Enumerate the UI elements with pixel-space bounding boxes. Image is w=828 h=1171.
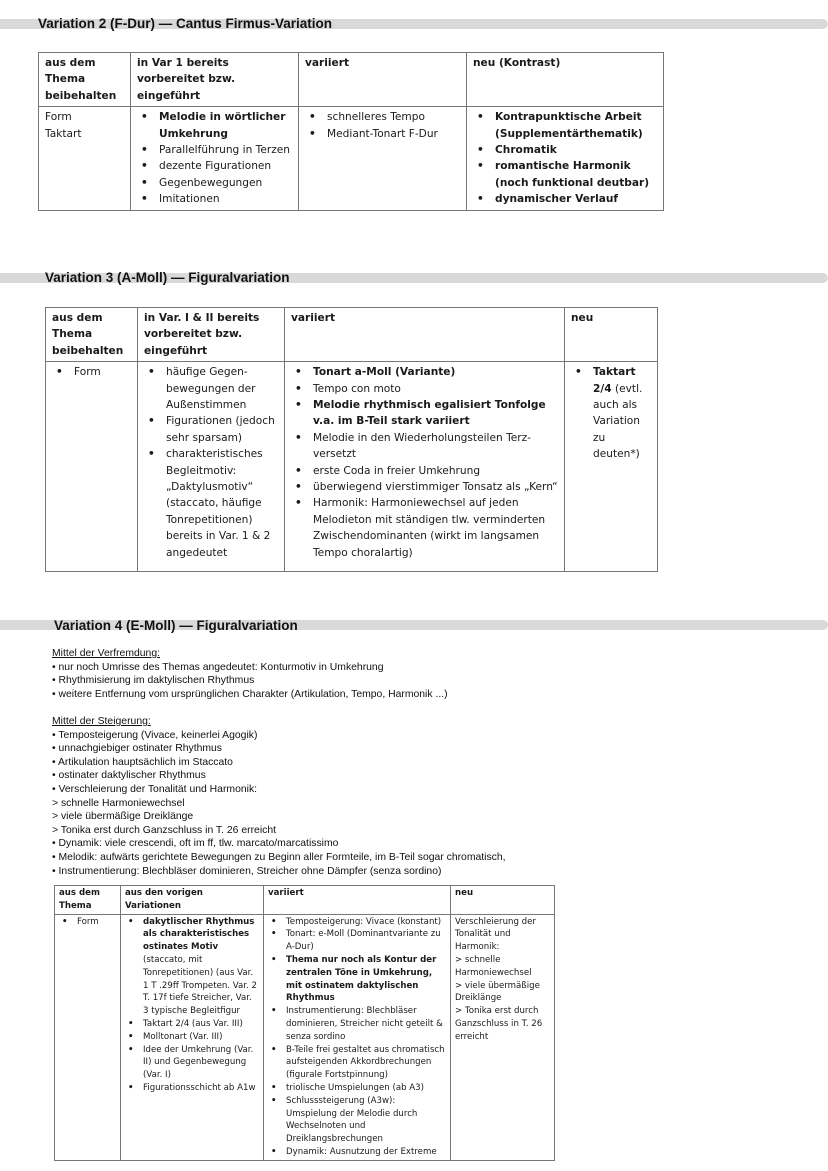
v4-col2-item: • dakytlischer Rhythmus als charakteristisches ostinates Motiv (staccato, mit Tonrepetitionen) (aus Var. 1 T .29ff Trompeten. Var. 2 T. 17f tiefe Streicher, Var. 3 typische Begleitfigur bbox=[125, 916, 259, 1018]
v4-col4-item: > viele übermäßige Dreiklänge bbox=[455, 980, 540, 1004]
v4-col2 bbox=[121, 914, 264, 1160]
v2-col2-item: • Imitationen bbox=[137, 191, 292, 207]
v4-header-2: aus den vorigen Variationen bbox=[121, 886, 264, 915]
v4-steigerung-item: > Tonika erst durch Ganzschluss in T. 26 erreicht bbox=[52, 824, 276, 836]
v3-col1 bbox=[46, 362, 138, 572]
v2-header-4: neu (Kontrast) bbox=[467, 53, 664, 107]
v4-steigerung-item: • Temposteigerung (Vivace, keinerlei Agogik) bbox=[52, 729, 258, 741]
v2-header-1: aus dem Thema beibehalten bbox=[39, 53, 131, 107]
v4-col4-item: > schnelle Harmoniewechsel bbox=[455, 954, 532, 978]
v4-col4-item: > Tonika erst durch Ganzschluss in T. 26 erreicht bbox=[455, 1006, 543, 1042]
v2-header-row bbox=[39, 53, 664, 107]
v4-col3 bbox=[264, 914, 451, 1160]
v4-steigerung-item: > schnelle Harmoniewechsel bbox=[52, 797, 185, 809]
v2-header-2: in Var 1 bereits vorbereitet bzw. eingeführt bbox=[131, 53, 299, 107]
v4-col3-item: • Dynamik: Ausnutzung der Extreme bbox=[268, 1146, 446, 1159]
v3-col3-item: • Melodie rhythmisch egalisiert Tonfolge v.a. im B-Teil stark variiert bbox=[291, 397, 558, 430]
v4-title: Variation 4 (E-Moll) — Figuralvariation bbox=[54, 618, 298, 633]
v3-col2-item: • charakteristisches Begleitmotiv: „Daktylusmotiv“ (staccato, häufige Tonrepetitionen) bereits in Var. 1 & 2 angedeutet bbox=[144, 446, 278, 561]
v4-col3-item: • Tonart: e-Moll (Dominantvariante zu A-Dur) bbox=[268, 928, 446, 954]
v2-col2-item: • Gegenbewegungen bbox=[137, 175, 292, 191]
v4-col2-item: • Figurationsschicht ab A1w bbox=[125, 1082, 259, 1095]
v2-col1-item: Taktart bbox=[45, 127, 82, 140]
v3-col2-item: • Figurationen (jedoch sehr sparsam) bbox=[144, 413, 278, 446]
v4-col2-item: • Molltonart (Var. III) bbox=[125, 1031, 259, 1044]
v4-verfremdung-item: • weitere Entfernung vom ursprünglichen Charakter (Artikulation, Tempo, Harmonik ...) bbox=[52, 688, 448, 700]
v4-header-3: variiert bbox=[264, 886, 451, 915]
v2-col3 bbox=[299, 107, 467, 210]
v2-col1 bbox=[39, 107, 131, 210]
v3-title: Variation 3 (A-Moll) — Figuralvariation bbox=[45, 270, 290, 285]
v3-col3 bbox=[285, 362, 565, 572]
v4-col1-item: • Form bbox=[59, 916, 116, 929]
v3-body-row bbox=[46, 362, 658, 572]
v3-col2 bbox=[138, 362, 285, 572]
v4-col4-item: Verschleierung der Tonalität und Harmonik: bbox=[455, 916, 536, 953]
v4-steigerung-item: • Verschleierung der Tonalität und Harmonik: bbox=[52, 783, 258, 795]
v3-col3-item: • Harmonik: Harmoniewechsel auf jeden Melodieton mit ständigen tlw. verminderten Zwischendominanten (wirkt im langsamen Tempo choralartig) bbox=[291, 495, 558, 561]
v2-col2-item: • dezente Figurationen bbox=[137, 158, 292, 174]
v4-col3-item: • triolische Umspielungen (ab A3) bbox=[268, 1082, 446, 1095]
v4-col3-item: • Schlusssteigerung (A3w): Umspielung der Melodie durch Wechselnoten und Dreiklangsbrechungen bbox=[268, 1095, 446, 1146]
v4-header-4: neu bbox=[451, 886, 555, 915]
v2-col4 bbox=[467, 107, 664, 210]
v3-table bbox=[45, 307, 658, 572]
v4-verfremdung-block bbox=[52, 647, 448, 701]
v4-col3-item: • Instrumentierung: Blechbläser dominieren, Streicher nicht geteilt & senza sordino bbox=[268, 1005, 446, 1043]
v4-steigerung-item: • Instrumentierung: Blechbläser dominieren, Streicher ohne Dämpfer (senza sordino) bbox=[52, 865, 442, 877]
v4-steigerung-item: • Dynamik: viele crescendi, oft im ff, tlw. marcato/marcatissimo bbox=[52, 838, 339, 850]
v4-steigerung-heading: Mittel der Steigerung: bbox=[52, 716, 151, 727]
v4-col2-item: • Taktart 2/4 (aus Var. III) bbox=[125, 1018, 259, 1031]
v4-steigerung-item: • unnachgiebiger ostinater Rhythmus bbox=[52, 743, 222, 755]
v4-steigerung-block bbox=[52, 715, 506, 878]
v4-steigerung-item: • Melodik: aufwärts gerichtete Bewegungen zu Beginn aller Formteile, im B-Teil sogar chromatisch, bbox=[52, 851, 506, 863]
v3-col3-item: • überwiegend vierstimmiger Tonsatz als „Kern“ bbox=[291, 479, 558, 495]
v4-header-1: aus dem Thema bbox=[55, 886, 121, 915]
v3-header-row bbox=[46, 308, 658, 362]
v2-col4-item: • dynamischer Verlauf bbox=[473, 191, 657, 207]
v4-verfremdung-item: • nur noch Umrisse des Themas angedeutet: Konturmotiv in Umkehrung bbox=[52, 661, 384, 673]
v3-col3-item: • Tempo con moto bbox=[291, 381, 558, 397]
v4-col1 bbox=[55, 914, 121, 1160]
v2-col4-item: • Kontrapunktische Arbeit (Supplementärthematik) bbox=[473, 109, 657, 142]
v4-col3-item: • Temposteigerung: Vivace (konstant) bbox=[268, 916, 446, 929]
v4-steigerung-item: > viele übermäßige Dreiklänge bbox=[52, 811, 194, 823]
v2-table bbox=[38, 52, 664, 211]
v3-col3-item: • Melodie in den Wiederholungsteilen Terz-versetzt bbox=[291, 430, 558, 463]
v2-col4-item: • romantische Harmonik (noch funktional deutbar) bbox=[473, 158, 657, 191]
v3-col4 bbox=[565, 362, 658, 572]
v2-col2-item: • Parallelführung in Terzen bbox=[137, 142, 292, 158]
v3-header-4: neu bbox=[565, 308, 658, 362]
v4-steigerung-item: • ostinater daktylischer Rhythmus bbox=[52, 770, 206, 782]
v2-col3-item: • schnelleres Tempo bbox=[305, 109, 460, 125]
v4-col3-item: • Thema nur noch als Kontur der zentralen Töne in Umkehrung, mit ostinatem daktylischen Rhythmus bbox=[268, 954, 446, 1005]
v3-header-3: variiert bbox=[285, 308, 565, 362]
v4-verfremdung-item: • Rhythmisierung im daktylischen Rhythmus bbox=[52, 675, 255, 687]
v4-table bbox=[54, 885, 555, 1161]
v3-header-1: aus dem Thema beibehalten bbox=[46, 308, 138, 362]
v4-steigerung-item: • Artikulation hauptsächlich im Staccato bbox=[52, 756, 233, 768]
v4-col2-item: • Idee der Umkehrung (Var. II) und Gegenbewegung (Var. I) bbox=[125, 1044, 259, 1082]
v3-col1-item: • Form bbox=[52, 364, 131, 380]
v2-col1-item: Form bbox=[45, 111, 72, 124]
v4-col4 bbox=[451, 914, 555, 1160]
v2-header-3: variiert bbox=[299, 53, 467, 107]
v2-col4-item: • Chromatik bbox=[473, 142, 657, 158]
v2-title: Variation 2 (F-Dur) — Cantus Firmus-Variation bbox=[38, 16, 333, 31]
v2-col2-item: • Melodie in wörtlicher Umkehrung bbox=[137, 109, 292, 142]
v2-col2 bbox=[131, 107, 299, 210]
v3-col2-item: • häufige Gegen-bewegungen der Außenstimmen bbox=[144, 364, 278, 413]
v4-header-row bbox=[55, 886, 555, 915]
v3-header-2: in Var. I & II bereits vorbereitet bzw. eingeführt bbox=[138, 308, 285, 362]
v3-col3-item: • erste Coda in freier Umkehrung bbox=[291, 463, 558, 479]
v2-body-row bbox=[39, 107, 664, 210]
v4-verfremdung-heading: Mittel der Verfremdung: bbox=[52, 648, 160, 659]
v3-col3-item: • Tonart a-Moll (Variante) bbox=[291, 364, 558, 380]
v3-col4-item: • Taktart 2/4 (evtl. auch als Variation zu deuten*) bbox=[571, 364, 651, 462]
v2-col3-item: • Mediant-Tonart F-Dur bbox=[305, 126, 460, 142]
v4-body-row bbox=[55, 914, 555, 1160]
v4-col3-item: • B-Teile frei gestaltet aus chromatisch aufsteigenden Akkordbrechungen (figurale Fortstpinnung) bbox=[268, 1044, 446, 1082]
